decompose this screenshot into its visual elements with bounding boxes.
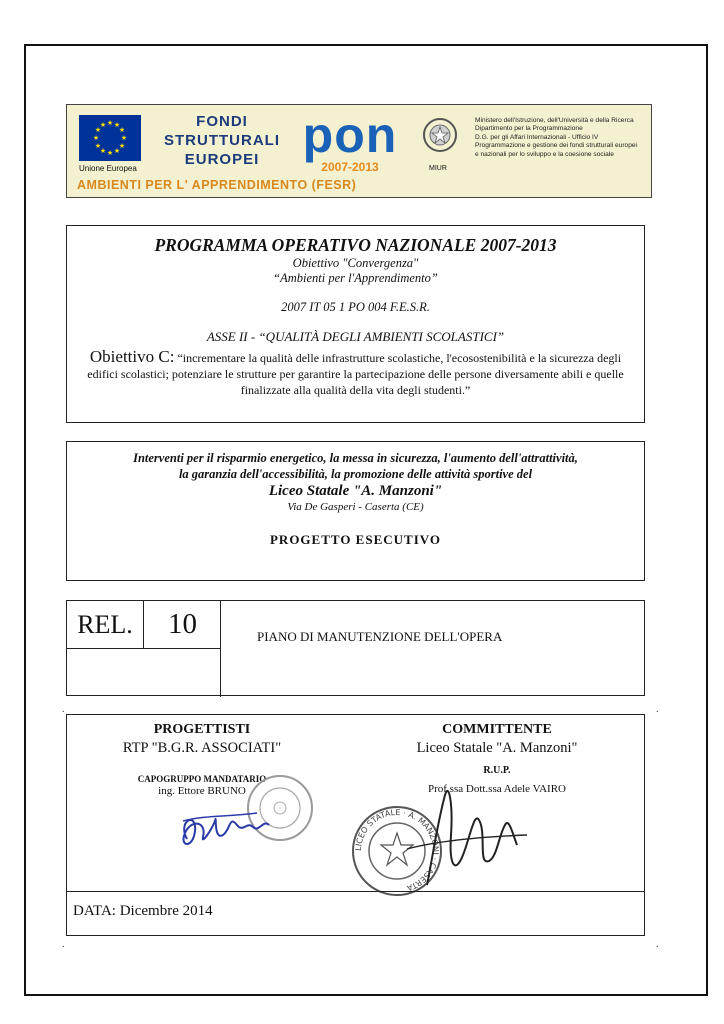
svg-text:★: ★ <box>99 147 107 155</box>
progetto-esecutivo: PROGETTO ESECUTIVO <box>269 532 441 547</box>
programma-title: PROGRAMMA OPERATIVO NAZIONALE 2007-2013 <box>154 235 557 255</box>
svg-text:★: ★ <box>106 149 114 157</box>
engineer-signature-icon <box>167 791 297 861</box>
ministry-line: D.G. per gli Affari Internazionali - Ufficio IV <box>475 133 599 141</box>
ambienti-banner-text: AMBIENTI PER L' APPRENDIMENTO (FESR) <box>77 178 357 192</box>
rup-signature-icon <box>367 765 567 895</box>
svg-text:★: ★ <box>118 126 126 134</box>
asse-title: ASSE II - “QUALITÀ DEGLI AMBIENTI SCOLASTICI” <box>206 329 505 344</box>
svg-text:★: ★ <box>99 121 107 129</box>
pon-years: 2007-2013 <box>321 160 379 174</box>
obiettivo-c <box>79 349 632 398</box>
committente-heading: COMMITTENTE <box>442 722 552 737</box>
corner-dot: . <box>656 704 659 715</box>
eu-flag-icon <box>79 115 141 161</box>
signature-divider <box>67 891 644 892</box>
signatures-box <box>66 714 645 936</box>
italian-republic-emblem-icon <box>422 117 458 153</box>
svg-text:★: ★ <box>94 142 102 150</box>
document-date: DATA: Dicembre 2014 <box>73 903 213 919</box>
rel-divider <box>220 601 221 697</box>
ministry-line: Programmazione e gestione dei fondi strutturali europei <box>475 142 638 150</box>
svg-text:★: ★ <box>94 126 102 134</box>
rel-number: 10 <box>144 601 221 649</box>
fondi-line: FONDI <box>196 113 248 130</box>
fondi-line: STRUTTURALI <box>164 132 280 149</box>
obiettivo-convergenza: Obiettivo "Convergenza" <box>292 256 419 270</box>
obiettivo-c-label: Obiettivo C: <box>89 347 175 366</box>
corner-dot: . <box>62 704 65 715</box>
eu-label: Unione Europea <box>79 164 137 173</box>
ministry-line: Ministero dell'Istruzione, dell'Università e della Ricerca <box>475 117 634 124</box>
ambienti-apprendimento: “Ambienti per l'Apprendimento” <box>273 271 438 285</box>
rel-title: PIANO DI MANUTENZIONE DELL'OPERA <box>257 629 503 644</box>
ministry-line: Dipartimento per la Programmazione <box>475 125 583 133</box>
programma-box <box>66 225 645 423</box>
svg-text:★: ★ <box>92 134 100 142</box>
svg-text:★: ★ <box>106 119 114 127</box>
intervento-line: Interventi per il risparmio energetico, la messa in sicurezza, l'aumento dell'attrattività, <box>133 451 578 465</box>
committente-liceo: Liceo Statale "A. Manzoni" <box>416 740 578 756</box>
rup-name: Prof.ssa Dott.ssa Adele VAIRO <box>427 783 566 795</box>
obiettivo-c-text: “incrementare la qualità delle infrastrutture scolastiche, l'ecosostenibilità e la sicurezza degli edifici scolastici; potenziare le strutture per garantire la partecipazione delle persone diversamente abili e quelle finalizzate alla qualità della vita degli studenti.” <box>87 351 624 397</box>
ministry-text <box>475 117 650 159</box>
rtp-name: RTP "B.G.R. ASSOCIATI" <box>122 740 282 756</box>
programma-code: 2007 IT 05 1 PO 004 F.E.S.R. <box>281 300 430 314</box>
fondi-strutturali-logo <box>162 112 282 169</box>
rel-label: REL. <box>67 601 144 649</box>
fondi-line: EUROPEI <box>184 151 260 168</box>
school-stamp-text: LICEO STATALE · A. MANZONI · CASERTA <box>353 807 441 893</box>
liceo-name: Liceo Statale "A. Manzoni" <box>268 483 443 499</box>
svg-text:★: ★ <box>120 134 128 142</box>
relazione-box <box>66 600 645 696</box>
capogruppo-label: CAPOGRUPPO MANDATARIO <box>137 774 267 784</box>
engineer-name: ing. Ettore BRUNO <box>158 785 246 797</box>
intervento-box <box>66 441 645 581</box>
svg-text:★: ★ <box>113 121 121 129</box>
intervento-line: la garanzia dell'accessibilità, la promozione delle attività sportive del <box>178 467 533 481</box>
svg-text:★: ★ <box>113 147 121 155</box>
miur-label: MIUR <box>429 165 447 172</box>
pon-banner <box>66 104 652 198</box>
progettisti-heading: PROGETTISTI <box>153 722 251 737</box>
svg-text:★: ★ <box>118 142 126 150</box>
pon-logo: pon <box>302 107 398 163</box>
liceo-address: Via De Gasperi - Caserta (CE) <box>287 501 424 513</box>
rup-label: R.U.P. <box>483 765 511 776</box>
corner-dot: . <box>656 939 659 950</box>
ministry-line: e nazionali per lo sviluppo e la coesione sociale <box>475 150 614 158</box>
corner-dot: . <box>62 939 65 950</box>
